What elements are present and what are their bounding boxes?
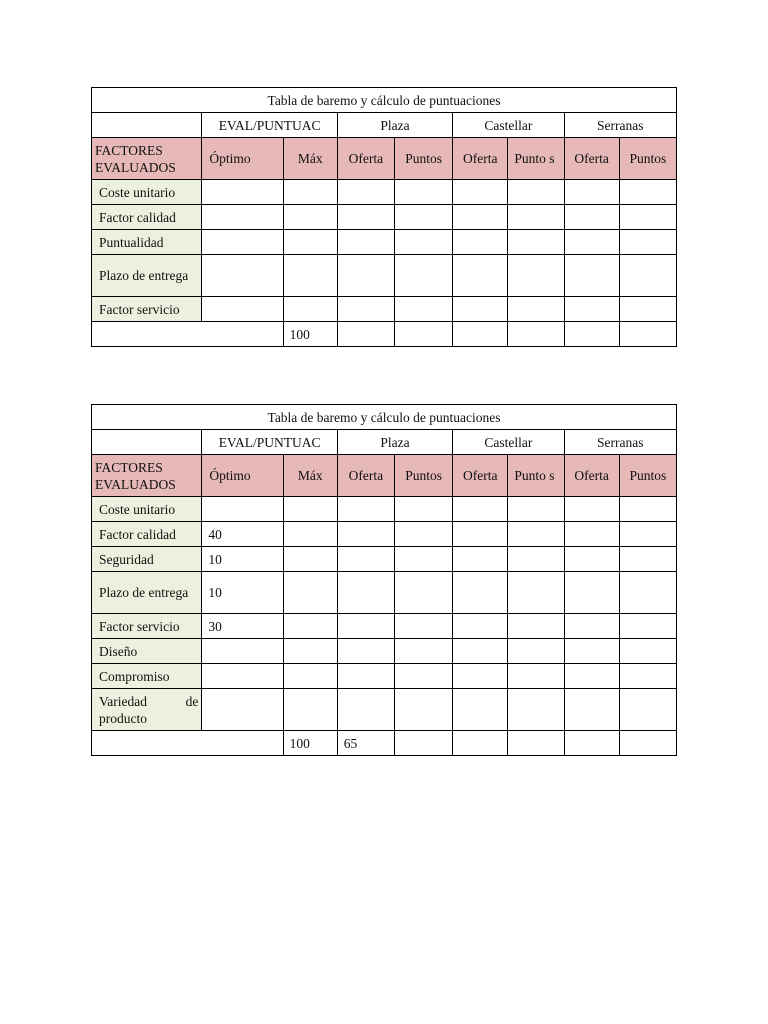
empty-score-cell [283,614,337,639]
empty-score-cell [564,689,619,731]
empty-score-cell [564,572,619,614]
empty-score-cell [453,497,508,522]
empty-score-cell [283,689,337,731]
empty-score-cell [283,205,337,230]
empty-score-cell [619,572,676,614]
header-max: Máx [283,138,337,180]
empty-score-cell [394,230,452,255]
header-optimo: Óptimo [202,138,283,180]
empty-score-cell [453,547,508,572]
empty-score-cell [337,547,394,572]
empty-score-cell [337,639,394,664]
empty-score-cell [619,547,676,572]
factor-name: Seguridad [92,547,202,572]
empty-score-cell [564,497,619,522]
optimo-value [202,664,283,689]
optimo-value [202,180,283,205]
factor-name: Factor servicio [92,297,202,322]
group-header-row [92,430,677,455]
empty-score-cell [619,664,676,689]
column-header-row [92,455,677,497]
header-castellar-oferta: Oferta [453,138,508,180]
empty-score-cell [564,731,619,756]
optimo-value: 10 [202,547,283,572]
empty-score-cell [619,230,676,255]
empty-score-cell [337,180,394,205]
empty-score-cell [337,522,394,547]
empty-score-cell [337,230,394,255]
total-max: 100 [283,731,337,756]
table-title: Tabla de baremo y cálculo de puntuaciones [92,88,677,113]
group-eval-puntuac: EVAL/PUNTUAC [202,113,337,138]
empty-score-cell [394,180,452,205]
factor-row [92,664,677,689]
empty-score-cell [394,689,452,731]
empty-score-cell [508,731,564,756]
empty-score-cell [453,731,508,756]
empty-score-cell [283,522,337,547]
empty-score-cell [619,180,676,205]
empty-score-cell [564,322,619,347]
empty-score-cell [394,664,452,689]
baremo-table-1 [91,87,677,347]
empty-score-cell [453,297,508,322]
total-plaza-oferta: 65 [337,731,394,756]
empty-score-cell [619,689,676,731]
empty-score-cell [283,297,337,322]
empty-score-cell [394,522,452,547]
factor-row [92,639,677,664]
empty-score-cell [564,547,619,572]
total-plaza-oferta [337,322,394,347]
empty-score-cell [508,497,564,522]
empty-score-cell [283,572,337,614]
empty-score-cell [508,322,564,347]
empty-score-cell [337,297,394,322]
header-plaza-oferta: Oferta [337,138,394,180]
group-serranas: Serranas [564,113,676,138]
empty-score-cell [453,664,508,689]
factor-row [92,614,677,639]
empty-score-cell [394,297,452,322]
header-castellar-oferta: Oferta [453,455,508,497]
factor-row [92,497,677,522]
empty-score-cell [508,572,564,614]
empty-score-cell [508,522,564,547]
empty-score-cell [394,205,452,230]
group-serranas: Serranas [564,430,676,455]
factor-name: Coste unitario [92,180,202,205]
empty-score-cell [453,180,508,205]
header-plaza-puntos: Puntos [394,455,452,497]
header-serranas-oferta: Oferta [564,455,619,497]
factor-name: Variedad de producto [92,689,202,731]
empty-score-cell [508,664,564,689]
empty-score-cell [453,614,508,639]
header-serranas-puntos: Puntos [619,138,676,180]
total-label-empty [92,731,284,756]
empty-score-cell [564,664,619,689]
optimo-value [202,205,283,230]
empty-score-cell [337,572,394,614]
group-eval-puntuac: EVAL/PUNTUAC [202,430,337,455]
empty-score-cell [337,205,394,230]
group-plaza: Plaza [337,113,452,138]
optimo-value [202,230,283,255]
factor-row [92,180,677,205]
total-label-empty [92,322,284,347]
header-serranas-oferta: Oferta [564,138,619,180]
empty-score-cell [564,180,619,205]
factor-row [92,547,677,572]
column-header-row [92,138,677,180]
empty-score-cell [508,547,564,572]
empty-score-cell [619,205,676,230]
header-plaza-oferta: Oferta [337,455,394,497]
group-header-row [92,113,677,138]
factor-name: Factor servicio [92,614,202,639]
factor-name: Puntualidad [92,230,202,255]
table-title-row [92,405,677,430]
empty-corner-cell [92,113,202,138]
empty-score-cell [394,572,452,614]
empty-score-cell [283,664,337,689]
empty-score-cell [394,322,452,347]
empty-score-cell [619,614,676,639]
factor-name: Coste unitario [92,497,202,522]
empty-score-cell [508,614,564,639]
factor-name: Plazo de entrega [92,572,202,614]
empty-score-cell [619,322,676,347]
group-castellar: Castellar [453,430,564,455]
empty-score-cell [453,230,508,255]
optimo-value: 40 [202,522,283,547]
header-optimo: Óptimo [202,455,283,497]
empty-score-cell [564,639,619,664]
optimo-value [202,297,283,322]
empty-score-cell [453,689,508,731]
optimo-value [202,255,283,297]
empty-score-cell [619,297,676,322]
empty-score-cell [619,639,676,664]
empty-score-cell [508,639,564,664]
optimo-value [202,639,283,664]
empty-score-cell [564,255,619,297]
factor-row [92,255,677,297]
empty-score-cell [508,205,564,230]
empty-score-cell [394,497,452,522]
empty-score-cell [337,255,394,297]
empty-score-cell [619,497,676,522]
total-row [92,322,677,347]
empty-score-cell [619,731,676,756]
empty-score-cell [453,522,508,547]
empty-score-cell [283,547,337,572]
factor-row [92,522,677,547]
empty-score-cell [394,731,452,756]
empty-score-cell [337,497,394,522]
table-title: Tabla de baremo y cálculo de puntuaciones [92,405,677,430]
empty-score-cell [283,255,337,297]
header-castellar-puntos: Punto s [508,138,564,180]
empty-score-cell [453,205,508,230]
empty-score-cell [283,497,337,522]
empty-score-cell [453,255,508,297]
factor-row [92,205,677,230]
empty-score-cell [394,547,452,572]
group-plaza: Plaza [337,430,452,455]
factor-name: Factor calidad [92,522,202,547]
empty-score-cell [337,689,394,731]
empty-score-cell [283,230,337,255]
empty-score-cell [453,322,508,347]
empty-score-cell [283,180,337,205]
total-max: 100 [283,322,337,347]
empty-score-cell [564,297,619,322]
factor-name: Compromiso [92,664,202,689]
factor-name: Factor calidad [92,205,202,230]
header-serranas-puntos: Puntos [619,455,676,497]
empty-score-cell [394,614,452,639]
optimo-value: 10 [202,572,283,614]
optimo-value [202,689,283,731]
factor-row [92,230,677,255]
empty-score-cell [564,205,619,230]
empty-score-cell [394,639,452,664]
empty-corner-cell [92,430,202,455]
total-row [92,731,677,756]
factor-row [92,689,677,731]
empty-score-cell [394,255,452,297]
empty-score-cell [283,639,337,664]
empty-score-cell [508,230,564,255]
header-castellar-puntos: Punto s [508,455,564,497]
optimo-value [202,497,283,522]
table-title-row [92,88,677,113]
empty-score-cell [508,180,564,205]
empty-score-cell [508,297,564,322]
factor-row [92,572,677,614]
empty-score-cell [564,614,619,639]
empty-score-cell [619,522,676,547]
empty-score-cell [508,689,564,731]
empty-score-cell [337,614,394,639]
header-factores-evaluados: FACTORES EVALUADOS [92,138,202,180]
factor-name: Plazo de entrega [92,255,202,297]
empty-score-cell [453,639,508,664]
baremo-table-2 [91,404,677,756]
empty-score-cell [508,255,564,297]
group-castellar: Castellar [453,113,564,138]
empty-score-cell [453,572,508,614]
empty-score-cell [619,255,676,297]
factor-name: Diseño [92,639,202,664]
header-max: Máx [283,455,337,497]
empty-score-cell [564,522,619,547]
header-plaza-puntos: Puntos [394,138,452,180]
optimo-value: 30 [202,614,283,639]
empty-score-cell [564,230,619,255]
empty-score-cell [337,664,394,689]
factor-row [92,297,677,322]
header-factores-evaluados: FACTORES EVALUADOS [92,455,202,497]
